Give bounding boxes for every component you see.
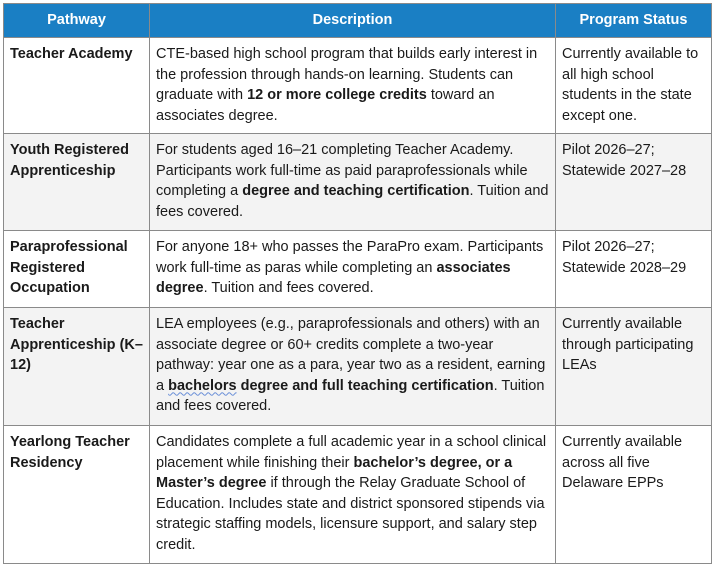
spellcheck-underline: bachelors xyxy=(168,377,237,394)
description-cell: For students aged 16–21 completing Teacher Academy. Participants work full-time as paid paraprofessionals while completing a degree and teaching certification. Tuition and fees covered. xyxy=(150,134,556,231)
table-row xyxy=(4,134,712,231)
header-pathway: Pathway xyxy=(4,4,150,38)
pathway-cell: Teacher Apprenticeship (K–12) xyxy=(4,308,150,426)
pathway-cell: Teacher Academy xyxy=(4,38,150,134)
status-cell: Pilot 2026–27; Statewide 2028–29 xyxy=(556,231,712,308)
status-cell: Currently available across all five Delaware EPPs xyxy=(556,426,712,564)
status-cell: Currently available to all high school students in the state except one. xyxy=(556,38,712,134)
header-program-status: Program Status xyxy=(556,4,712,38)
description-cell: Candidates complete a full academic year in a school clinical placement while finishing their bachelor’s degree, or a Master’s degree if through the Relay Graduate School of Education. Includes state and district sponsored stipends via strategic staffing models, licensure support, and salary step credit. xyxy=(150,426,556,564)
status-cell: Pilot 2026–27; Statewide 2027–28 xyxy=(556,134,712,231)
pathway-cell: Paraprofessional Registered Occupation xyxy=(4,231,150,308)
description-cell: For anyone 18+ who passes the ParaPro exam. Participants work full-time as paras while completing an associates degree. Tuition and fees covered. xyxy=(150,231,556,308)
pathway-cell: Youth Registered Apprenticeship xyxy=(4,134,150,231)
pathways-table xyxy=(3,3,712,564)
table-row xyxy=(4,426,712,564)
table-row xyxy=(4,38,712,134)
description-cell: LEA employees (e.g., paraprofessionals and others) with an associate degree or 60+ credits complete a two-year pathway: year one as a para, year two as a resident, earning a bachelors degree and full teaching certification. Tuition and fees covered. xyxy=(150,308,556,426)
status-cell: Currently available through participating LEAs xyxy=(556,308,712,426)
table-row xyxy=(4,231,712,308)
table-row xyxy=(4,308,712,426)
header-description: Description xyxy=(150,4,556,38)
pathway-cell: Yearlong Teacher Residency xyxy=(4,426,150,564)
description-cell: CTE-based high school program that builds early interest in the profession through hands-on learning. Students can graduate with 12 or more college credits toward an associates degree. xyxy=(150,38,556,134)
header-row xyxy=(4,4,712,38)
